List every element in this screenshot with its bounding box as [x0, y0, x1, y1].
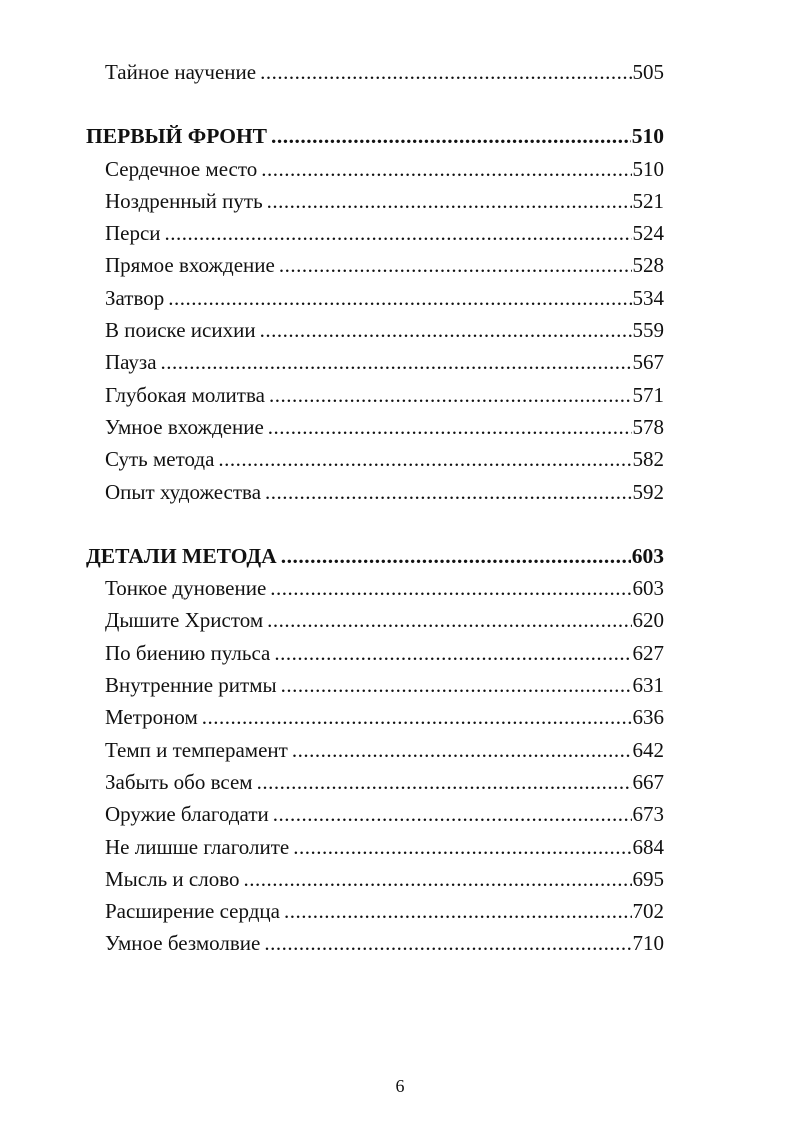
toc-entry-title: Тонкое дуновение [105, 576, 267, 601]
toc-entry-page: 627 [632, 640, 664, 665]
dot-leader [161, 346, 632, 378]
toc-entry-page: 524 [632, 221, 664, 246]
toc-entry[interactable] [86, 604, 664, 636]
toc-entry-page: 510 [632, 156, 664, 181]
toc-entry[interactable] [86, 863, 664, 895]
toc-entry-page: 582 [632, 447, 664, 472]
toc-entry[interactable] [86, 411, 664, 443]
toc-entry-page: 695 [632, 866, 664, 891]
toc-entry[interactable] [86, 669, 664, 701]
dot-leader [269, 379, 632, 411]
dot-leader [265, 476, 631, 508]
toc-entry-page: 667 [632, 769, 664, 794]
dot-leader [292, 734, 632, 766]
toc-entry-page: 673 [632, 802, 664, 827]
toc-entry-title: Глубокая молитва [105, 382, 265, 407]
page-number: 6 [395, 1076, 405, 1096]
toc-entry[interactable] [86, 282, 664, 314]
toc-entry[interactable] [86, 572, 664, 604]
toc-entry-page: 636 [632, 705, 664, 730]
table-of-contents [86, 56, 664, 960]
toc-entry[interactable] [86, 734, 664, 766]
dot-leader [273, 798, 632, 830]
toc-entry-title: Суть метода [105, 447, 215, 472]
toc-entry-title: Умное безмолвие [105, 931, 261, 956]
toc-entry-title: Умное вхождение [105, 414, 264, 439]
toc-entry-title: Дышите Христом [105, 608, 264, 633]
toc-entry-page: 592 [632, 479, 664, 504]
toc-entry-title: Расширение сердца [105, 899, 280, 924]
toc-section-heading[interactable] [86, 540, 664, 572]
toc-entry-title: Ноздренный путь [105, 188, 263, 213]
toc-entry-page: 505 [632, 60, 664, 84]
toc-entry-title: Темп и темперамент [105, 737, 288, 762]
toc-entry-page: 702 [632, 899, 664, 924]
toc-entry[interactable] [86, 766, 664, 798]
dot-leader [274, 637, 631, 669]
toc-entry[interactable] [86, 637, 664, 669]
dot-leader [243, 863, 631, 895]
toc-entry-title: Оружие благодати [105, 802, 269, 827]
toc-entry-title: Забыть обо всем [105, 769, 253, 794]
toc-entry[interactable] [86, 379, 664, 411]
toc-entry-page: 684 [632, 834, 664, 859]
toc-entry-title: Метроном [105, 705, 198, 730]
dot-leader [218, 443, 631, 475]
toc-entry-page: 534 [632, 285, 664, 310]
toc-entry-title: Мысль и слово [105, 866, 240, 891]
section-heading-title: ПЕРВЫЙ ФРОНТ [86, 124, 268, 149]
dot-leader [202, 701, 632, 733]
toc-entry[interactable] [86, 249, 664, 281]
toc-entry[interactable] [86, 314, 664, 346]
toc-entry-title: Прямое вхождение [105, 253, 275, 278]
dot-leader [293, 831, 631, 863]
toc-entry-page: 567 [632, 350, 664, 375]
dot-leader [257, 766, 632, 798]
toc-entry-title: Внутренние ритмы [105, 673, 277, 698]
toc-entry-page: 642 [632, 737, 664, 762]
toc-entry-title: Сердечное место [105, 156, 258, 181]
dot-leader [261, 153, 631, 185]
toc-entry[interactable] [86, 476, 664, 508]
toc-entry[interactable] [86, 798, 664, 830]
dot-leader [281, 669, 632, 701]
dot-leader [279, 249, 632, 281]
toc-entry-title: Опыт художества [105, 479, 262, 504]
toc-entry-page: 631 [632, 673, 664, 698]
section-heading-title: ДЕТАЛИ МЕТОДА [86, 543, 277, 568]
toc-entry[interactable] [86, 185, 664, 217]
toc-entry-page: 528 [632, 253, 664, 278]
dot-leader [267, 604, 631, 636]
toc-entry[interactable] [86, 927, 664, 959]
dot-leader [168, 282, 631, 314]
toc-entry[interactable] [86, 443, 664, 475]
dot-leader [271, 120, 631, 152]
toc-entry-title: Тайное научение [105, 60, 257, 84]
toc-entry-title: Затвор [105, 285, 165, 310]
toc-entry[interactable] [86, 217, 664, 249]
toc-section-heading[interactable] [86, 120, 664, 152]
dot-leader [284, 895, 632, 927]
toc-entry[interactable] [86, 701, 664, 733]
dot-leader [268, 411, 632, 443]
toc-entry-page: 578 [632, 414, 664, 439]
section-gap [86, 508, 664, 540]
dot-leader [281, 540, 631, 572]
toc-entry-page: 710 [632, 931, 664, 956]
toc-entry[interactable] [86, 895, 664, 927]
toc-entry-title: Не лишше глаголите [105, 834, 290, 859]
section-heading-page: 603 [631, 543, 664, 568]
toc-entry-title: Перси [105, 221, 161, 246]
section-gap [86, 88, 664, 120]
dot-leader [264, 927, 631, 959]
toc-entry-title: В поиске исихии [105, 318, 256, 343]
toc-entry-title: Пауза [105, 350, 157, 375]
toc-entry-page: 571 [632, 382, 664, 407]
toc-entry-title: По биению пульса [105, 640, 271, 665]
toc-entry-page: 603 [632, 576, 664, 601]
dot-leader [260, 314, 632, 346]
toc-entry[interactable] [86, 831, 664, 863]
dot-leader [270, 572, 631, 604]
toc-entry-page: 620 [632, 608, 664, 633]
toc-entry[interactable] [86, 346, 664, 378]
section-heading-page: 510 [631, 124, 664, 149]
toc-entry-page: 521 [632, 188, 664, 213]
toc-entry[interactable] [86, 153, 664, 185]
dot-leader [260, 56, 631, 88]
dot-leader [267, 185, 632, 217]
toc-entry-page: 559 [632, 318, 664, 343]
dot-leader [165, 217, 632, 249]
toc-entry[interactable] [86, 56, 664, 88]
